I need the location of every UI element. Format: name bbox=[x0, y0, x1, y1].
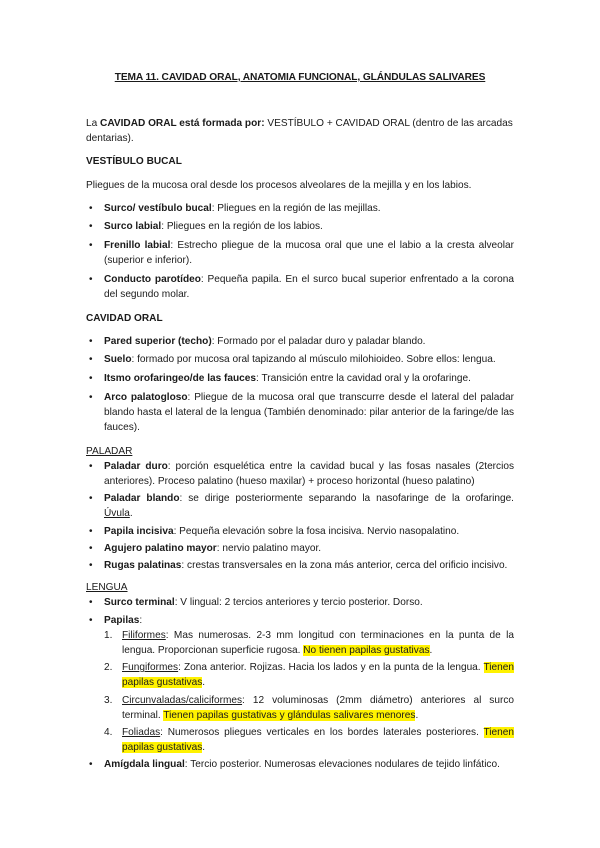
item-number: 2. bbox=[104, 662, 113, 674]
list-item bbox=[86, 757, 514, 772]
item-text: : nervio palatino mayor. bbox=[216, 542, 322, 554]
document-title: TEMA 11. CAVIDAD ORAL, ANATOMIA FUNCIONAL, GLÁNDULAS SALIVARES bbox=[114, 72, 486, 83]
bullet-icon: • bbox=[89, 391, 93, 403]
item-term: Conducto parotídeo bbox=[104, 273, 201, 285]
vestibulo-list bbox=[86, 201, 514, 302]
section-heading-paladar: PALADAR bbox=[86, 445, 133, 457]
list-item bbox=[86, 541, 514, 556]
item-term: Arco palatogloso bbox=[104, 391, 188, 403]
item-text: : se dirige posteriormente separando la nasofaringe de la orofaringe. bbox=[179, 493, 514, 505]
item-text-end: . bbox=[415, 709, 419, 721]
item-text: : Transición entre la cavidad oral y la orofaringe. bbox=[256, 372, 471, 384]
list-item bbox=[86, 219, 514, 234]
item-text: : V lingual: 2 tercios anteriores y tercio posterior. Dorso. bbox=[174, 597, 423, 609]
list-item bbox=[86, 558, 514, 573]
list-item bbox=[86, 524, 514, 539]
bullet-icon: • bbox=[89, 614, 93, 626]
item-text: : Pliegue de la mucosa oral que transcurre desde el lateral del paladar blando hasta el lateral de la lengua (También denominado: pilar anterior de la faringe/de las fauces). bbox=[104, 391, 514, 433]
item-term: Papilas bbox=[104, 614, 140, 626]
item-text-end: . bbox=[129, 508, 133, 520]
list-item bbox=[86, 334, 514, 349]
papilas-list bbox=[104, 628, 514, 756]
item-term: Foliadas bbox=[122, 727, 161, 739]
item-term: Surco/ vestíbulo bucal bbox=[104, 202, 212, 214]
list-item bbox=[86, 491, 514, 521]
item-term: Surco terminal bbox=[104, 597, 175, 609]
item-text: : bbox=[139, 614, 143, 626]
item-text: : Tercio posterior. Numerosas elevaciones nodulares de tejido linfático. bbox=[184, 759, 500, 771]
item-text-end: . bbox=[202, 742, 206, 754]
list-item bbox=[86, 371, 514, 386]
numbered-item bbox=[104, 693, 514, 723]
highlighted-text: No tienen papilas gustativas bbox=[303, 645, 430, 657]
bullet-icon: • bbox=[89, 493, 93, 505]
numbered-item bbox=[104, 660, 514, 690]
item-text: : porción esquelética entre la cavidad bucal y las fosas nasales (2tercios anteriores). Proceso palatino (hueso maxilar) + proceso horizontal (hueso palatino) bbox=[104, 460, 514, 487]
item-term: Filiformes bbox=[122, 629, 166, 641]
item-text: : Zona anterior. Rojizas. Hacia los lados y en la punta de la lengua. bbox=[178, 662, 484, 674]
item-term: Papila incisiva bbox=[104, 525, 174, 537]
item-number: 3. bbox=[104, 694, 113, 706]
highlighted-text: Tienen papilas gustativas y glándulas salivares menores bbox=[163, 709, 416, 721]
item-number: 1. bbox=[104, 629, 113, 641]
item-term: Paladar duro bbox=[104, 460, 168, 472]
bullet-icon: • bbox=[89, 354, 93, 366]
item-term: Amígdala lingual bbox=[104, 759, 185, 771]
item-text-end: . bbox=[202, 677, 206, 689]
list-item bbox=[86, 613, 514, 756]
bullet-icon: • bbox=[89, 560, 93, 571]
item-text: : Numerosos pliegues verticales en los bordes laterales posteriores. bbox=[160, 727, 484, 739]
uvula-term: Úvula bbox=[104, 508, 130, 520]
list-item bbox=[86, 201, 514, 216]
item-term: Itsmo orofaringeo/de las fauces bbox=[104, 372, 257, 384]
item-number: 4. bbox=[104, 727, 113, 739]
bullet-icon: • bbox=[89, 240, 93, 251]
item-text: : Pequeña papila. En el surco bucal superior enfrentado a la corona del segundo molar. bbox=[104, 273, 514, 300]
bullet-icon: • bbox=[89, 759, 93, 771]
item-text: : Pliegues en la región de los labios. bbox=[161, 221, 323, 233]
bullet-icon: • bbox=[89, 202, 93, 214]
document-body bbox=[86, 116, 514, 775]
numbered-item bbox=[104, 628, 514, 658]
item-text: : Formado por el paladar duro y paladar blando. bbox=[211, 335, 426, 347]
item-text: : Pequeña elevación sobre la fosa incisiva. Nervio nasopalatino. bbox=[173, 525, 460, 537]
paladar-list bbox=[86, 459, 514, 573]
bullet-icon: • bbox=[89, 460, 93, 472]
section-heading-lengua: LENGUA bbox=[86, 582, 128, 594]
list-item bbox=[86, 595, 514, 610]
intro-paragraph bbox=[86, 116, 514, 146]
list-item bbox=[86, 459, 514, 489]
item-term: Suelo bbox=[104, 354, 132, 366]
item-term: Fungiformes bbox=[122, 662, 179, 674]
intro-rest: VESTÍBULO + CAVIDAD ORAL (dentro de las arcadas dentarias). bbox=[86, 118, 513, 145]
item-text: : formado por mucosa oral tapizando al músculo milohioideo. Sobre ellos: lengua. bbox=[131, 354, 496, 366]
bullet-icon: • bbox=[89, 597, 93, 609]
item-term: Agujero palatino mayor bbox=[104, 542, 217, 554]
intro-bold: CAVIDAD ORAL está formada por: bbox=[100, 118, 265, 129]
numbered-item bbox=[104, 725, 514, 755]
bullet-icon: • bbox=[89, 335, 93, 347]
item-term: Rugas palatinas bbox=[104, 560, 182, 571]
item-term: Frenillo labial bbox=[104, 240, 171, 251]
list-item bbox=[86, 272, 514, 302]
list-item bbox=[86, 238, 514, 268]
item-text: : Estrecho pliegue de la mucosa oral que une el labio a la cresta alveolar (superior e inferior). bbox=[104, 240, 514, 267]
bullet-icon: • bbox=[89, 542, 93, 554]
highlighted-text: Tienen papilas gustativas bbox=[122, 727, 514, 754]
item-text: : Mas numerosas. 2-3 mm longitud con terminaciones en la punta de la lengua. Proporcionan superficie rugosa. bbox=[122, 629, 514, 657]
list-item bbox=[86, 352, 514, 367]
item-term: Surco labial bbox=[104, 221, 162, 233]
item-term: Paladar blando bbox=[104, 493, 180, 505]
item-term: Circunvaladas/caliciformes bbox=[122, 694, 243, 706]
lengua-list bbox=[86, 595, 514, 772]
section-heading-vestibulo: VESTÍBULO BUCAL bbox=[86, 156, 182, 168]
bullet-icon: • bbox=[89, 372, 93, 384]
item-text: : crestas transversales en la zona más anterior, cerca del orificio incisivo. bbox=[181, 560, 508, 571]
list-item bbox=[86, 390, 514, 436]
item-text-end: . bbox=[429, 645, 433, 657]
section-description-vestibulo: Pliegues de la mucosa oral desde los procesos alveolares de la mejilla y en los labios. bbox=[86, 179, 472, 191]
bullet-icon: • bbox=[89, 221, 93, 233]
bullet-icon: • bbox=[89, 273, 93, 285]
section-heading-cavidad: CAVIDAD ORAL bbox=[86, 312, 163, 324]
intro-prefix: La bbox=[86, 118, 101, 129]
item-term: Pared superior (techo) bbox=[104, 335, 212, 347]
item-text: : Pliegues en la región de las mejillas. bbox=[211, 202, 381, 214]
bullet-icon: • bbox=[89, 525, 93, 537]
highlighted-text: Tienen papilas gustativas bbox=[122, 662, 514, 689]
item-text: : 12 voluminosas (2mm diámetro) anteriores al surco terminal. bbox=[122, 694, 514, 721]
cavidad-list bbox=[86, 334, 514, 435]
